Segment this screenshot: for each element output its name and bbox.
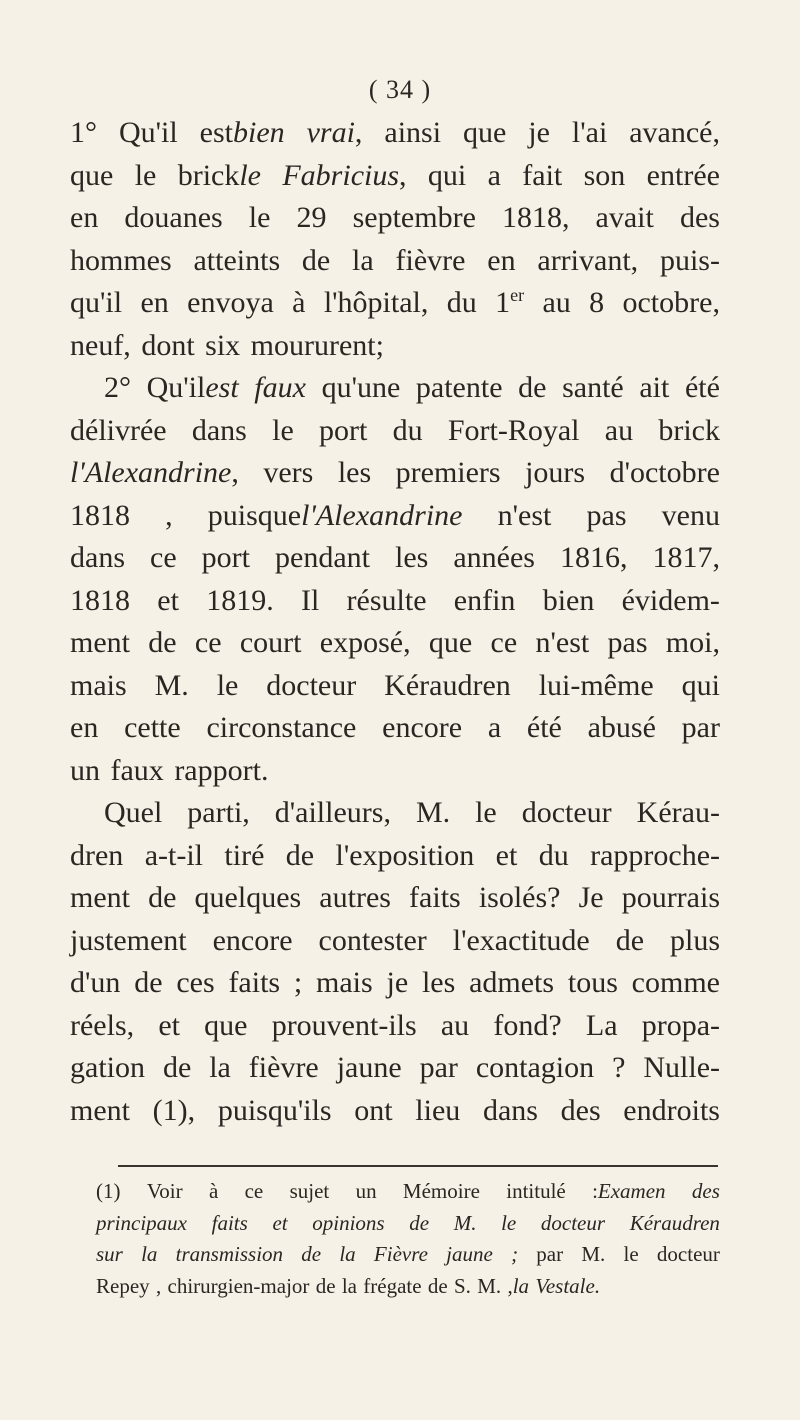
word: qu'il [70, 286, 123, 319]
text-line [70, 452, 720, 495]
word: a [487, 158, 501, 192]
word: septembre [352, 201, 476, 234]
word: à [208, 1179, 219, 1203]
word: cette [124, 711, 181, 744]
word: que [204, 1008, 248, 1042]
word: encore [382, 711, 463, 744]
word: port [319, 413, 368, 447]
word: la [339, 1242, 356, 1266]
word: des [679, 201, 720, 234]
word: puisquel'Alexandrine [207, 498, 463, 532]
text-line [70, 367, 720, 410]
word: et [272, 1210, 288, 1235]
word: en [70, 201, 99, 234]
word: isolés? [478, 881, 561, 914]
text-line [70, 112, 720, 155]
word: :Examen [592, 1179, 666, 1203]
word: Voir [146, 1179, 183, 1203]
word: 1818, [501, 201, 570, 234]
word: du [446, 286, 477, 319]
word: faux [110, 753, 164, 787]
word: à [292, 286, 306, 319]
word: a-t-il [144, 838, 204, 872]
word: jaune [446, 1242, 493, 1266]
word: circonstance [206, 711, 357, 744]
text-line [70, 665, 720, 708]
word: exposé, [319, 626, 411, 659]
text-line [70, 877, 720, 920]
word: rapport. [174, 753, 269, 787]
text-line [70, 240, 720, 283]
word: transmission [175, 1242, 284, 1266]
word: mais [70, 668, 127, 702]
word: ment [70, 881, 130, 914]
word: La [585, 1008, 618, 1042]
word: Qu'il [118, 116, 178, 149]
text-line [70, 197, 720, 240]
word: patente [415, 371, 503, 404]
word: dont [141, 328, 195, 362]
word: du [392, 413, 423, 447]
word: ; [293, 966, 303, 999]
word: au [440, 1008, 470, 1042]
word: quelques [194, 881, 302, 914]
word: premiers [395, 456, 501, 489]
word: autres [319, 881, 391, 914]
footnote [96, 1176, 720, 1302]
word: qui [427, 158, 467, 192]
word: 8 [589, 286, 605, 319]
word: le [475, 796, 497, 829]
word: n'est [497, 498, 552, 532]
footnote-line [96, 1176, 720, 1208]
word: Kérau- [636, 796, 720, 829]
word: et [158, 1008, 180, 1042]
word: avait [595, 201, 654, 234]
word: faux [254, 371, 306, 404]
text-line [70, 1090, 720, 1133]
word: de [134, 966, 163, 999]
word: ? [612, 1051, 626, 1084]
word: dans [191, 413, 247, 447]
word: de [148, 626, 177, 659]
word: de [615, 923, 645, 957]
body-text [70, 112, 720, 1132]
word: hommes [70, 243, 172, 277]
word: vers [263, 456, 314, 489]
word: que [428, 626, 473, 659]
word: 1816, [559, 541, 628, 574]
word: (1), [152, 1093, 196, 1127]
word: vrai, [306, 116, 363, 149]
word: 2° [104, 371, 131, 404]
word: un [355, 1179, 377, 1203]
word: la [209, 1051, 231, 1084]
word: fièvre [395, 243, 466, 277]
word: justement [70, 923, 187, 957]
word: intitulé [506, 1179, 566, 1203]
word: lui-même [538, 668, 654, 702]
word: faits [211, 1210, 248, 1235]
word: des [560, 1093, 601, 1127]
word: abusé [587, 711, 656, 744]
word: S. [454, 1273, 471, 1298]
word: Fabricius, [282, 158, 407, 192]
word: ; [511, 1242, 519, 1266]
text-line [70, 920, 720, 963]
word: brickle [177, 158, 261, 192]
word: le [134, 158, 157, 192]
word: Fièvre [373, 1242, 428, 1266]
word: de [427, 1273, 448, 1298]
text-line [70, 962, 720, 1005]
word: Mémoire [402, 1179, 480, 1203]
word: admets [469, 966, 555, 999]
word: de [301, 243, 331, 277]
word: d'un [70, 966, 121, 999]
text-line [70, 1047, 720, 1090]
word: Qu'ilest [146, 371, 239, 404]
word: de [518, 371, 547, 404]
word: de [315, 1273, 336, 1298]
word: pendant [275, 541, 370, 574]
word: le [623, 1242, 639, 1266]
word: dans [482, 1093, 538, 1127]
word: ait [639, 371, 670, 404]
word: Il [300, 583, 320, 617]
word: la [341, 1273, 357, 1298]
word: encore [212, 923, 293, 957]
word: le [216, 668, 239, 702]
word: de [409, 1210, 430, 1235]
word: les [395, 541, 429, 574]
text-line [70, 282, 720, 325]
word: d'octobre [609, 456, 720, 489]
text-line [70, 325, 720, 368]
word: ce [244, 1179, 264, 1203]
word: neuf, [70, 328, 131, 362]
word: réels, [70, 1008, 135, 1042]
word: moururent; [250, 328, 384, 362]
word: faits [409, 881, 461, 914]
word: mais [316, 966, 373, 999]
text-line [70, 835, 720, 878]
word: contester [318, 923, 427, 957]
word: Kéraudren [629, 1210, 720, 1235]
word: contagion [475, 1051, 595, 1084]
word: ce [150, 541, 177, 574]
word: l'hôpital, [323, 286, 429, 319]
word: le [248, 201, 271, 234]
text-line [70, 1005, 720, 1048]
footnote-line [96, 1271, 720, 1303]
word: les [337, 456, 372, 489]
word: de [285, 838, 315, 872]
word: et [157, 583, 179, 617]
word: de [148, 881, 177, 914]
word: comme [631, 966, 720, 999]
word: estbien [199, 116, 285, 149]
word: ment [70, 626, 130, 659]
word: 1818 [70, 583, 130, 617]
text-line [70, 537, 720, 580]
word: le [501, 1210, 517, 1235]
word: propa- [641, 1008, 720, 1042]
text-line [70, 707, 720, 750]
word: 29 [296, 201, 327, 234]
word: lieu [415, 1093, 461, 1127]
word: envoya [187, 286, 274, 319]
text-line [70, 792, 720, 835]
text-line [70, 410, 720, 453]
word: tous [567, 966, 618, 999]
word: la [141, 1242, 158, 1266]
word: parti, [187, 796, 250, 829]
word: au [604, 413, 634, 447]
word: docteur [656, 1242, 720, 1266]
word: au [542, 286, 571, 319]
word: par [419, 1051, 458, 1084]
word: 1er [495, 285, 525, 319]
word: le [272, 413, 294, 447]
word: Kéraudren [384, 668, 511, 702]
word: ces [176, 966, 215, 999]
word: que [463, 116, 507, 149]
footnote-line [96, 1239, 720, 1271]
text-line [70, 155, 720, 198]
word: puisqu'ils [217, 1093, 332, 1127]
word: M. [581, 1242, 606, 1266]
word: , [155, 1273, 162, 1298]
word: 1817, [652, 541, 720, 574]
word: un [70, 753, 100, 787]
word: Je [578, 881, 604, 914]
word: ce [194, 626, 222, 659]
word: fond? [493, 1008, 562, 1042]
word: atteints [193, 243, 281, 277]
word: arrivant, [537, 243, 639, 277]
word: en [140, 286, 169, 319]
word: ont [354, 1093, 393, 1127]
word: résulte [346, 583, 427, 617]
word: l'ai [571, 116, 608, 149]
word: de [162, 1051, 192, 1084]
word: Vestale. [535, 1273, 601, 1298]
word: enfin [453, 583, 516, 617]
word: pas [586, 498, 627, 532]
word: l'exactitude [452, 923, 590, 957]
word: frégate [363, 1273, 422, 1298]
word: par [536, 1242, 564, 1266]
word: M. [154, 668, 189, 702]
word: faits [228, 966, 281, 999]
word: été [684, 371, 720, 404]
word: et [495, 838, 518, 872]
word: gation [70, 1051, 145, 1084]
word: des [691, 1179, 720, 1203]
word: docteur [521, 796, 612, 829]
word: rapproche- [590, 838, 720, 872]
word: bien [542, 583, 595, 617]
word: n'est [535, 626, 590, 659]
text-line [70, 495, 720, 538]
word: en [70, 711, 99, 744]
word: ,la [507, 1273, 530, 1298]
word: a [487, 711, 502, 744]
word: évidem- [621, 583, 720, 617]
word: je [528, 116, 550, 149]
word: opinions [312, 1210, 385, 1235]
word: l'exposition [335, 838, 475, 872]
word: douanes [124, 201, 223, 234]
word: années [453, 541, 535, 574]
word: santé [562, 371, 624, 404]
word: Fort-Royal [447, 413, 580, 447]
word: pourrais [621, 881, 720, 914]
word: M. [453, 1210, 477, 1235]
word: je [386, 966, 409, 999]
word: 1° [70, 116, 97, 149]
word: docteur [266, 668, 357, 702]
word: d'ailleurs, [274, 796, 391, 829]
word: principaux [96, 1210, 187, 1235]
word: port [201, 541, 250, 574]
word: son [583, 158, 626, 192]
word: délivrée [70, 413, 167, 447]
word: Repey [96, 1273, 150, 1298]
word: court [239, 626, 302, 659]
word: sur [96, 1242, 123, 1266]
word: 1819. [206, 583, 274, 617]
word: dren [70, 838, 124, 872]
word: 1818 [70, 498, 130, 532]
text-line [70, 622, 720, 665]
word: qui [681, 668, 720, 702]
word: ainsi [384, 116, 442, 149]
word: en [487, 243, 516, 277]
word: du [538, 838, 569, 872]
word: fièvre [248, 1051, 319, 1084]
word: jours [525, 456, 586, 489]
word: endroits [623, 1093, 720, 1127]
word: dans [70, 541, 125, 574]
word: fait [522, 158, 563, 192]
word: chirurgien-major [167, 1273, 310, 1298]
word: tiré [224, 838, 265, 872]
word: que [70, 158, 114, 192]
word: Nulle- [643, 1051, 720, 1084]
word: les [421, 966, 456, 999]
word: pas [607, 626, 648, 659]
text-line [70, 750, 720, 793]
word: M. [477, 1273, 502, 1298]
word: venu [661, 498, 720, 532]
word: docteur [540, 1210, 606, 1235]
footnote-line [96, 1208, 720, 1240]
word: M. [415, 796, 451, 829]
word: moi, [665, 626, 720, 659]
word: Quel [104, 796, 163, 829]
word: , [165, 498, 173, 532]
word: prouvent-ils [271, 1008, 417, 1042]
word: (1) [96, 1179, 121, 1203]
word: par [681, 711, 720, 744]
word: qu'une [321, 371, 401, 404]
word: octobre, [622, 286, 720, 319]
word: entrée [646, 158, 720, 192]
word: six [205, 328, 241, 362]
word: jaune [336, 1051, 402, 1084]
word: été [526, 711, 562, 744]
word: la [352, 243, 374, 277]
word: plus [669, 923, 720, 957]
text-line [70, 580, 720, 623]
word: avancé, [629, 116, 720, 149]
word: de [301, 1242, 322, 1266]
footnote-rule [118, 1165, 718, 1167]
word: sujet [289, 1179, 330, 1203]
word: l'Alexandrine, [70, 456, 239, 489]
word: puis- [659, 243, 720, 277]
page-number: ( 34 ) [368, 75, 432, 104]
word: brick [658, 413, 720, 447]
word: ment [70, 1093, 130, 1127]
word: ce [490, 626, 518, 659]
